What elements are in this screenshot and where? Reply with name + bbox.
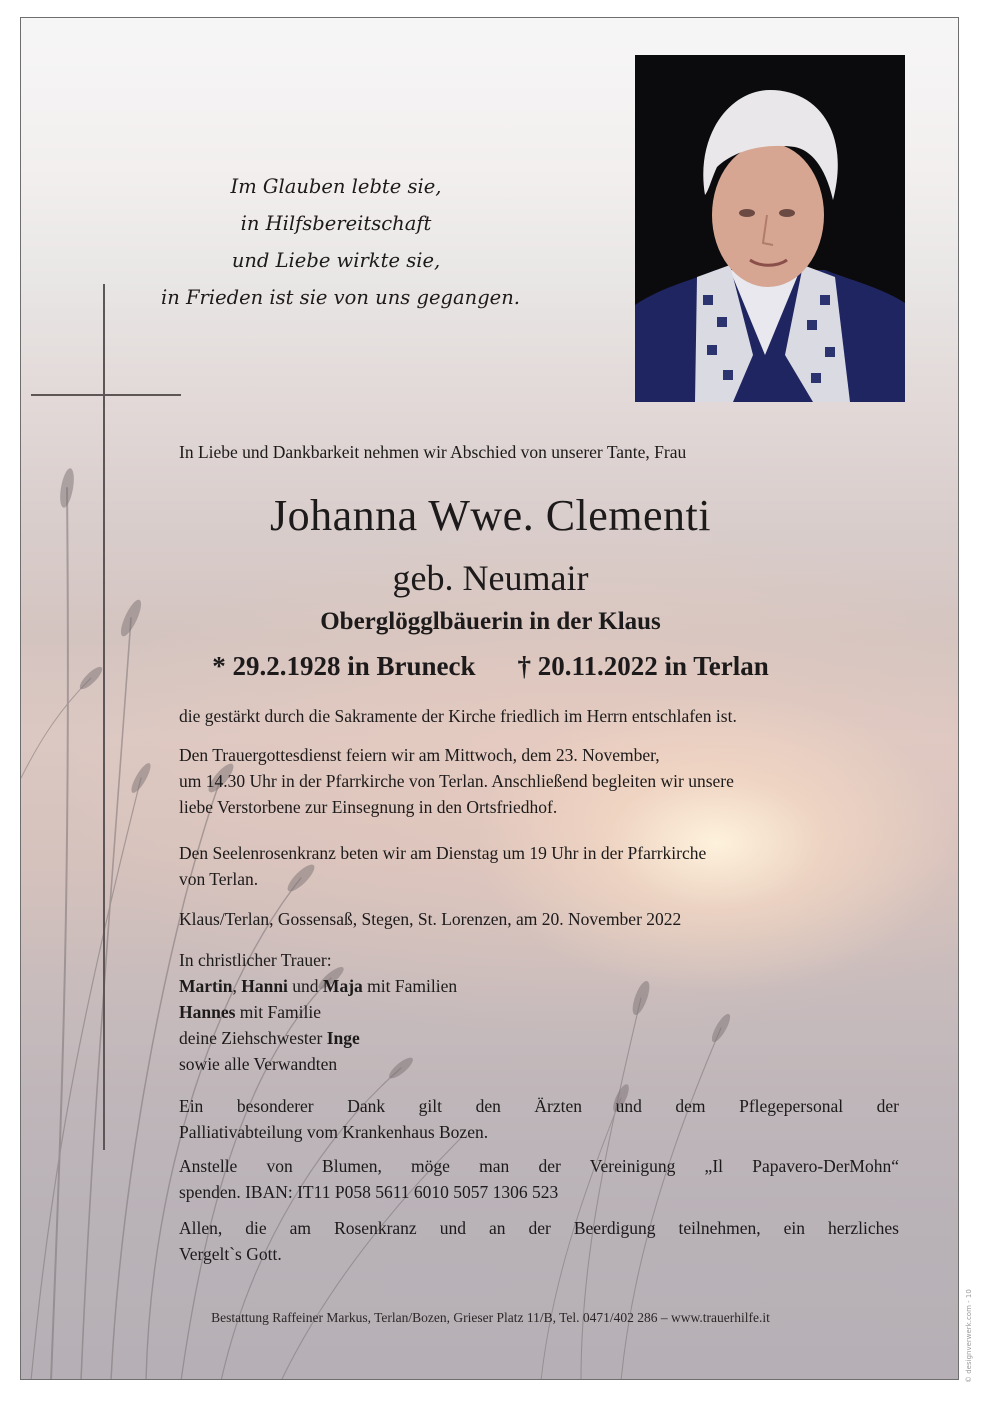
mourners-heading: In christlicher Trauer: xyxy=(179,950,332,970)
portrait-photo-drawing xyxy=(635,55,905,402)
separator-text: und xyxy=(287,976,323,996)
portrait-photo xyxy=(635,55,905,402)
mourner-name: Hannes xyxy=(179,1002,236,1022)
deceased-name: Johanna Wwe. Clementi xyxy=(269,491,712,540)
donation-line: Anstelle von Blumen, möge man der Vereinigung „Il Papavero-DerMohn“ xyxy=(179,1156,899,1176)
final-line: Allen, die am Rosenkranz und an der Beerdigung teilnehmen, ein herzliches xyxy=(179,1218,899,1238)
mourners-list xyxy=(179,947,899,1077)
life-dates xyxy=(21,648,959,684)
funeral-line: Den Trauergottesdienst feiern wir am Mittwoch, dem 23. November, xyxy=(179,745,660,765)
mourner-line xyxy=(179,1025,899,1051)
separator-text: , xyxy=(232,976,242,996)
designer-credit: © designverwerk.com - 10 xyxy=(965,1289,973,1383)
mourner-name: Inge xyxy=(326,1028,360,1048)
sacraments-text: die gestärkt durch die Sakramente der Kirche friedlich im Herrn entschlafen ist. xyxy=(179,706,737,726)
funeral-line: liebe Verstorbene zur Einsegnung in den Ortsfriedhof. xyxy=(179,797,558,817)
mourner-line xyxy=(179,999,899,1025)
mourner-name: Maja xyxy=(322,976,363,996)
mourner-name: Martin xyxy=(179,976,233,996)
verse-line: in Hilfsbereitschaft xyxy=(240,212,432,235)
final-line: Vergelt`s Gott. xyxy=(179,1244,282,1264)
cross-horizontal-bar xyxy=(31,394,181,396)
thanks-paragraph xyxy=(179,1093,899,1145)
memorial-verse xyxy=(161,168,520,316)
death-date: † 20.11.2022 in Terlan xyxy=(517,651,769,681)
final-thanks-paragraph xyxy=(179,1215,899,1267)
rosary-paragraph xyxy=(179,840,899,892)
mourner-text: mit Familie xyxy=(235,1002,321,1022)
verse-line: Im Glauben lebte sie, xyxy=(230,175,442,198)
donation-paragraph xyxy=(179,1153,899,1205)
birth-name: geb. Neumair xyxy=(392,558,589,598)
funeral-paragraph xyxy=(179,742,899,820)
funeral-line: um 14.30 Uhr in der Pfarrkirche von Terlan. Anschließend begleiten wir unsere xyxy=(179,771,734,791)
death-notice-card xyxy=(20,17,959,1380)
mourner-text: mit Familien xyxy=(362,976,458,996)
place-date: Klaus/Terlan, Gossensaß, Stegen, St. Lorenzen, am 20. November 2022 xyxy=(179,909,682,929)
mourner-line: sowie alle Verwandten xyxy=(179,1054,338,1074)
mourner-text: deine Ziehschwester xyxy=(179,1028,327,1048)
deceased-title: Oberglögglbäuerin in der Klaus xyxy=(320,608,661,635)
thanks-line: Palliativabteilung vom Krankenhaus Bozen. xyxy=(179,1122,489,1142)
intro-sentence: In Liebe und Dankbarkeit nehmen wir Abschied von unserer Tante, Frau xyxy=(179,442,687,462)
funeral-home-footer: Bestattung Raffeiner Markus, Terlan/Bozen, Grieser Platz 11/B, Tel. 0471/402 286 – www.trauerhilfe.it xyxy=(211,1310,770,1325)
donation-line: spenden. IBAN: IT11 P058 5611 6010 5057 1306 523 xyxy=(179,1182,559,1202)
cross-vertical-bar xyxy=(103,284,105,1150)
rosary-line: von Terlan. xyxy=(179,869,259,889)
birth-date: * 29.2.1928 in Bruneck xyxy=(212,651,476,681)
verse-line: und Liebe wirkte sie, xyxy=(231,249,441,272)
mourner-name: Hanni xyxy=(241,976,288,996)
rosary-line: Den Seelenrosenkranz beten wir am Dienstag um 19 Uhr in der Pfarrkirche xyxy=(179,843,707,863)
thanks-line: Ein besonderer Dank gilt den Ärzten und dem Pflegepersonal der xyxy=(179,1096,899,1116)
verse-line: in Frieden ist sie von uns gegangen. xyxy=(161,286,520,309)
mourner-line xyxy=(179,973,899,999)
